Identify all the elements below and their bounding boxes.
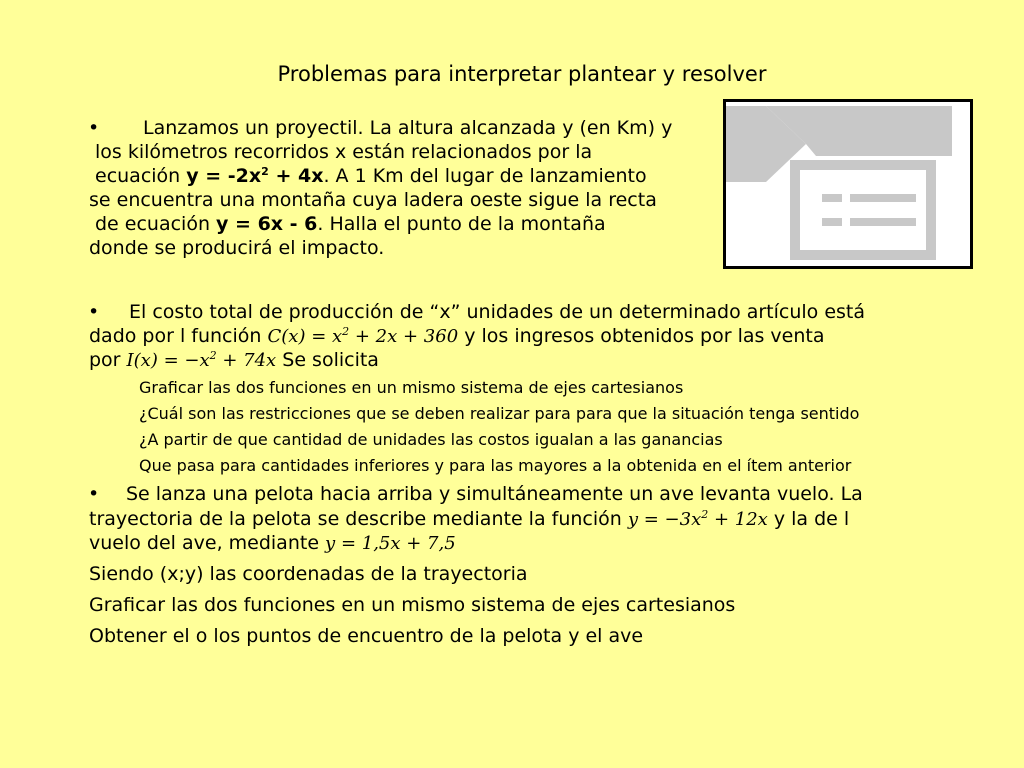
problem1-line1: Lanzamos un proyectil. La altura alcanzada y (en Km) y xyxy=(143,117,673,139)
problem3-line1: Se lanza una pelota hacia arriba y simultáneamente un ave levanta vuelo. La xyxy=(126,483,863,505)
problem1-equation-line: y = 6x - 6 xyxy=(216,213,318,235)
problem1-line6: donde se producirá el impacto. xyxy=(89,237,385,259)
bullet: • xyxy=(88,117,100,139)
problem3-bird-function: y = 1,5x + 7,5 xyxy=(325,533,456,554)
problem1-line2: los kilómetros recorridos x están relacionados por la xyxy=(95,141,593,163)
problem3-line6: Obtener el o los puntos de encuentro de la pelota y el ave xyxy=(89,625,644,647)
problem2-line2: dado por l función $C(x) = x^2 + 2x + 360$ y los ingresos obtenidos por las venta xyxy=(89,325,825,347)
problem3-ball-function: $y = -3x^2 + 12x$ xyxy=(627,508,768,530)
bullet: • xyxy=(88,301,100,323)
problem2-subitem: ¿Cuál son las restricciones que se deben realizar para para que la situación tenga sentido xyxy=(139,404,860,423)
problem2-subitem: ¿A partir de que cantidad de unidades las costos igualan a las ganancias xyxy=(139,430,723,449)
problem3-line2: trayectoria de la pelota se describe mediante la función $y = -3x^2 + 12x$ y la de l xyxy=(89,508,850,530)
problem3-line4: Siendo (x;y) las coordenadas de la trayectoria xyxy=(89,563,528,585)
image-placeholder-icon xyxy=(723,99,973,269)
problem2-cost-function: $C(x) = x^2 + 2x + 360$ xyxy=(267,325,459,347)
problem2-line3: por $I(x) = -x^2 + 74x$ Se solicita xyxy=(89,349,379,371)
problem2-subitem: Que pasa para cantidades inferiores y para las mayores a la obtenida en el ítem anterior xyxy=(139,456,852,475)
problem1-line3: ecuación $y = -2x^2 + 4x$. A 1 Km del lugar de lanzamiento xyxy=(95,165,647,187)
problem2-line1: El costo total de producción de “x” unidades de un determinado artículo está xyxy=(129,301,866,323)
problem1-line5: de ecuación y = 6x - 6. Halla el punto de la montaña xyxy=(95,213,606,235)
problem3-line5: Graficar las dos funciones en un mismo sistema de ejes cartesianos xyxy=(89,594,736,616)
problem3-line3: vuelo del ave, mediante y = 1,5x + 7,5 xyxy=(89,532,456,554)
slide-title: Problemas para interpretar plantear y resolver xyxy=(277,62,767,86)
problem1-line4: se encuentra una montaña cuya ladera oeste sigue la recta xyxy=(89,189,657,211)
problem2-income-function: $I(x) = -x^2 + 74x$ xyxy=(126,349,277,371)
bullet: • xyxy=(88,483,100,505)
problem2-subitem: Graficar las dos funciones en un mismo sistema de ejes cartesianos xyxy=(139,378,684,397)
problem1-equation-parabola: y = -2x xyxy=(186,165,262,187)
